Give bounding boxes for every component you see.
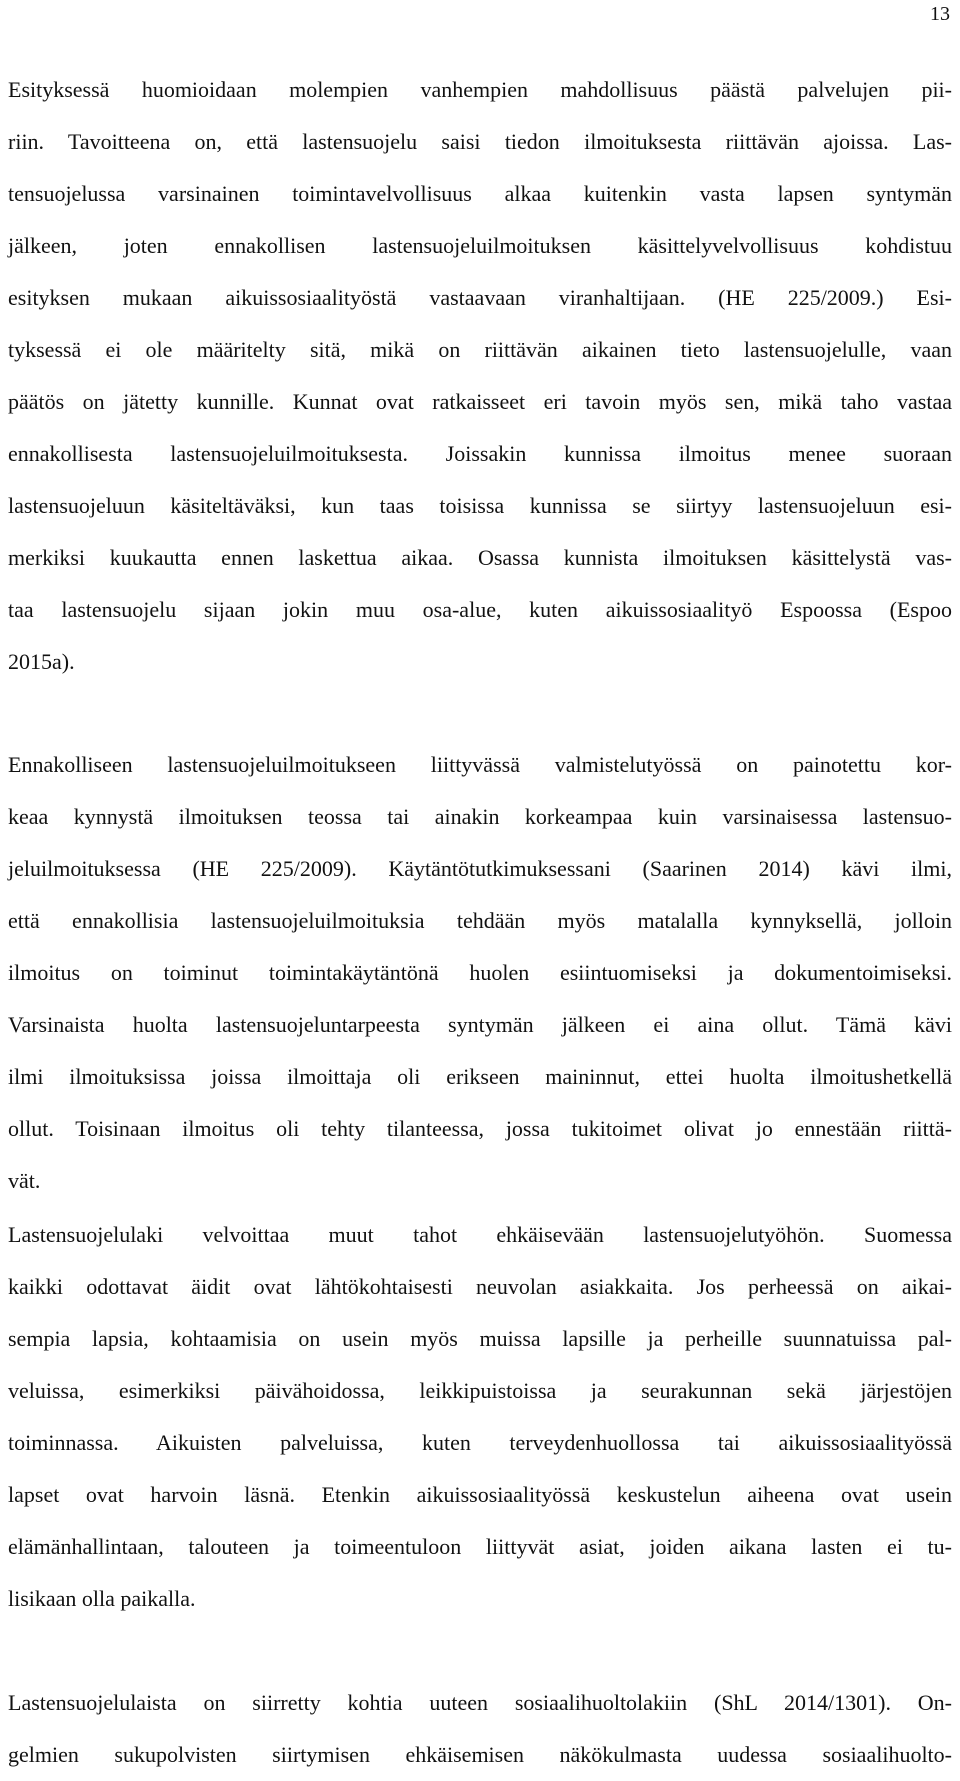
paragraph-2-line: keaa kynnystä ilmoituksen teossa tai ainakin korkeampaa kuin varsinaisessa lastensuo- xyxy=(8,804,952,829)
paragraph-3-line: lapset ovat harvoin läsnä. Etenkin aikuissosiaalityössä keskustelun aiheena ovat usein xyxy=(8,1482,952,1507)
paragraph-1-line: Esityksessä huomioidaan molempien vanhempien mahdollisuus päästä palvelujen pii- xyxy=(8,77,952,102)
paragraph-1-line: taa lastensuojelu sijaan jokin muu osa-alue, kuten aikuissosiaalityö Espoossa (Espoo xyxy=(8,597,952,622)
paragraph-2-line: että ennakollisia lastensuojeluilmoituksia tehdään myös matalalla kynnyksellä, jolloin xyxy=(8,908,952,933)
paragraph-2-line: ilmi ilmoituksissa joissa ilmoittaja oli erikseen maininnut, ettei huolta ilmoitushetkellä xyxy=(8,1064,952,1089)
paragraph-1-line: esityksen mukaan aikuissosiaalityöstä vastaavaan viranhaltijaan. (HE 225/2009.) Esi- xyxy=(8,285,952,310)
paragraph-1-line: lastensuojeluun käsiteltäväksi, kun taas toisissa kunnissa se siirtyy lastensuojeluun esi- xyxy=(8,493,952,518)
paragraph-1-line: 2015a). xyxy=(8,649,75,674)
paragraph-2-line: ilmoitus on toiminut toimintakäytäntönä huolen esiintuomiseksi ja dokumentoimiseksi. xyxy=(8,960,952,985)
paragraph-3-line: kaikki odottavat äidit ovat lähtökohtaisesti neuvolan asiakkaita. Jos perheessä on aikai- xyxy=(8,1274,952,1299)
paragraph-1-line: ennakollisesta lastensuojeluilmoituksesta. Joissakin kunnissa ilmoitus menee suoraan xyxy=(8,441,952,466)
paragraph-2-line: ollut. Toisinaan ilmoitus oli tehty tilanteessa, jossa tukitoimet olivat jo ennestään riittä- xyxy=(8,1116,952,1141)
paragraph-3-line: veluissa, esimerkiksi päivähoidossa, leikkipuistoissa ja seurakunnan sekä järjestöjen xyxy=(8,1378,952,1403)
paragraph-4-line: Lastensuojelulaista on siirretty kohtia uuteen sosiaalihuoltolakiin (ShL 2014/1301). On- xyxy=(8,1690,952,1715)
paragraph-3-line: Lastensuojelulaki velvoittaa muut tahot ehkäisevään lastensuojelutyöhön. Suomessa xyxy=(8,1222,952,1247)
paragraph-2-line: vät. xyxy=(8,1168,41,1193)
paragraph-3-line: lisikaan olla paikalla. xyxy=(8,1586,196,1611)
paragraph-1-line: riin. Tavoitteena on, että lastensuojelu saisi tiedon ilmoituksesta riittävän ajoissa. Las- xyxy=(8,129,952,154)
paragraph-3-line: toiminnassa. Aikuisten palveluissa, kuten terveydenhuollossa tai aikuissosiaalityössä xyxy=(8,1430,952,1455)
paragraph-3-line: sempia lapsia, kohtaamisia on usein myös muissa lapsille ja perheille suunnatuissa pal- xyxy=(8,1326,952,1351)
paragraph-1-line: tyksessä ei ole määritelty sitä, mikä on riittävän aikainen tieto lastensuojelulle, vaan xyxy=(8,337,952,362)
paragraph-2-line: Varsinaista huolta lastensuojeluntarpeesta syntymän jälkeen ei aina ollut. Tämä kävi xyxy=(8,1012,952,1037)
paragraph-1-line: tensuojelussa varsinainen toimintavelvollisuus alkaa kuitenkin vasta lapsen syntymän xyxy=(8,181,952,206)
paragraph-1-line: merkiksi kuukautta ennen laskettua aikaa. Osassa kunnista ilmoituksen käsittelystä vas- xyxy=(8,545,952,570)
page-number: 13 xyxy=(930,3,950,25)
paragraph-3-line: elämänhallintaan, talouteen ja toimeentuloon liittyvät asiat, joiden aikana lasten ei tu- xyxy=(8,1534,952,1559)
paragraph-1-line: päätös on jätetty kunnille. Kunnat ovat ratkaisseet eri tavoin myös sen, mikä taho vastaa xyxy=(8,389,952,414)
paragraph-2-line: Ennakolliseen lastensuojeluilmoitukseen liittyvässä valmistelutyössä on painotettu kor- xyxy=(8,752,952,777)
paragraph-1-line: jälkeen, joten ennakollisen lastensuojeluilmoituksen käsittelyvelvollisuus kohdistuu xyxy=(8,233,952,258)
paragraph-2-line: jeluilmoituksessa (HE 225/2009). Käytäntötutkimuksessani (Saarinen 2014) kävi ilmi, xyxy=(8,856,952,881)
paragraph-4-line: gelmien sukupolvisten siirtymisen ehkäisemisen näkökulmasta uudessa sosiaalihuolto- xyxy=(8,1742,952,1767)
